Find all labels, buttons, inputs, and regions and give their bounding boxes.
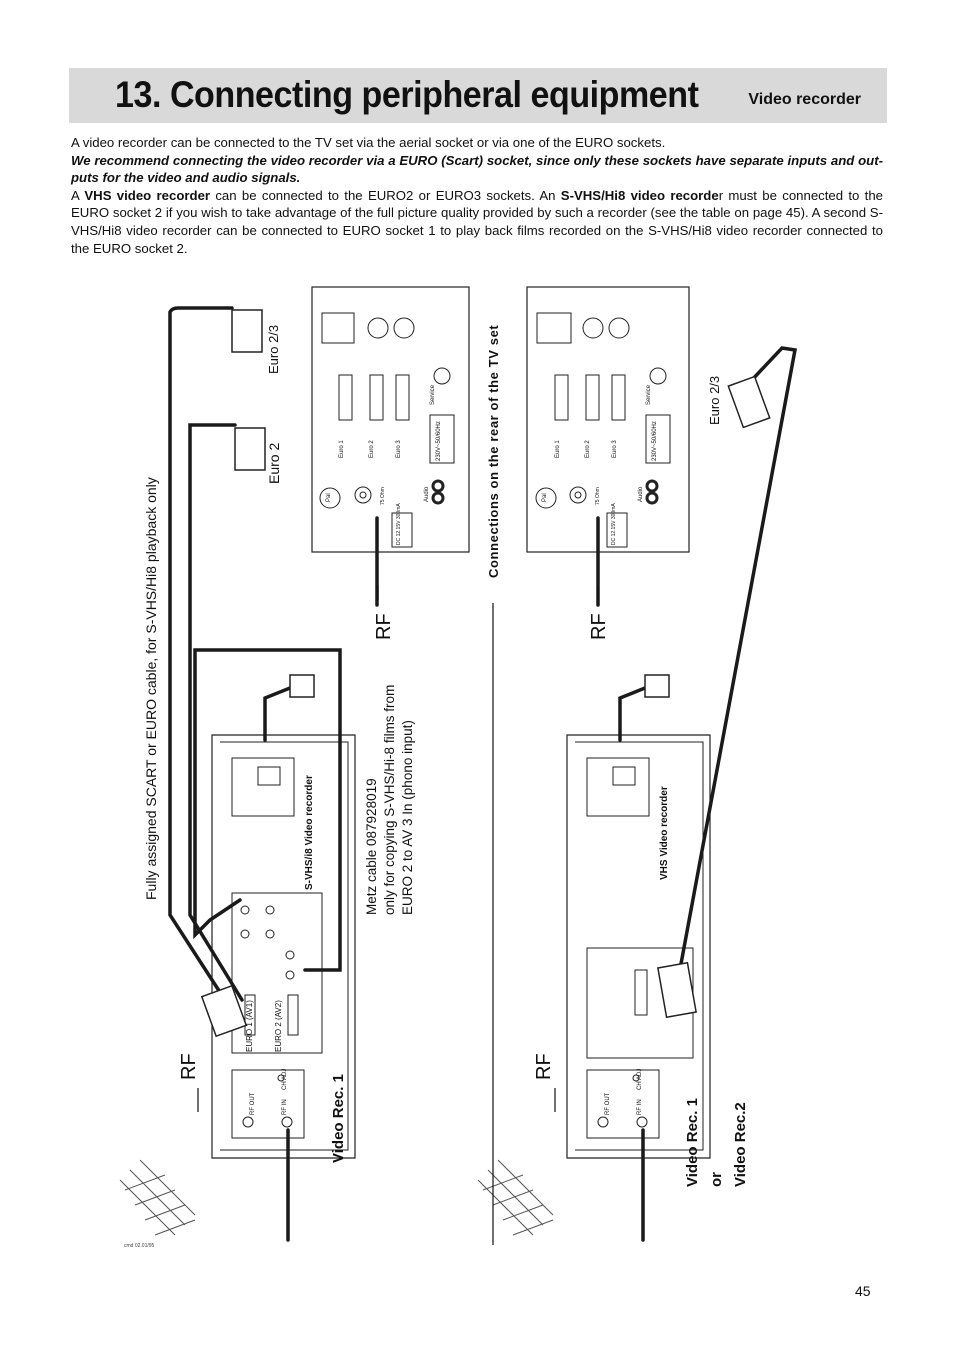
- metz-cable-line-2: only for copying S-VHS/Hi-8 films from: [382, 684, 397, 915]
- tv1-dc-label: DC 12.15V 300mA: [396, 503, 402, 545]
- intro-recommendation: We recommend connecting the video recorder via a EURO (Scart) socket, since only these sockets have separate inputs and out-puts for the video and audio signals.: [71, 152, 883, 186]
- intro-paragraph-3: A VHS video recorder can be connected to the EURO2 or EURO3 sockets. An S-VHS/Hi8 video recorder must be connected to the EURO socket 2 if you wish to take advantage of the full picture quality provided by such a recorder (see the table on page 45). A second S-VHS/Hi8 video recorder can be connected to EURO socket 1 to play back films recorded on the S-VHS/Hi8 video recorder connected to the EURO socket 2.: [71, 187, 884, 256]
- scart-plug-top: [232, 310, 262, 352]
- tv1-power-label: 230V~50/60Hz: [436, 421, 442, 461]
- power-plug-1: [290, 675, 314, 697]
- tv2-dc-label: DC 12.15V 300mA: [611, 503, 617, 545]
- tv-rear-panel-bottom: [527, 287, 689, 552]
- tv1-audio-label: Audio: [424, 486, 430, 502]
- video-rec-1-label: Video Rec. 1: [330, 1074, 347, 1163]
- vr1-rf-in-label: RF IN: [282, 1099, 288, 1115]
- vr1-euro1-label: EURO 1 (AV1): [245, 1000, 254, 1052]
- vr2-rf-in-label: RF IN: [637, 1099, 643, 1115]
- tv2-euro2-label: Euro 2: [585, 440, 591, 458]
- scart-cable-vr2: [678, 348, 795, 980]
- vr1-ch-adj-label: CH ADJ: [282, 1068, 288, 1090]
- rf-label-vr1: RF: [178, 1053, 200, 1080]
- euro-23-top-label: Euro 2/3: [266, 324, 281, 374]
- rf-label-tv2: RF: [588, 613, 610, 640]
- euro-23-bottom-label: Euro 2/3: [707, 375, 722, 425]
- metz-cable-line-1: Metz cable 087928019: [364, 778, 379, 915]
- tv2-power-label: 230V~50/60Hz: [652, 421, 658, 461]
- scart-cable-2: [190, 425, 242, 1000]
- vr1-euro2-label: EURO 2 (AV2): [274, 1000, 283, 1052]
- tv2-service-label: Service: [646, 384, 652, 405]
- tv1-75ohm-label: 75 Ohm: [380, 487, 386, 505]
- tv1-pal-label: Pal: [326, 493, 332, 502]
- rf-label-vr2: RF: [533, 1053, 555, 1080]
- euro-2-label: Euro 2: [266, 442, 282, 484]
- connections-label: Connections on the rear of the TV set: [486, 324, 501, 578]
- tv1-euro3-label: Euro 3: [396, 440, 402, 458]
- tv2-pal-label: Pal: [542, 493, 548, 502]
- tv2-75ohm-label: 75 Ohm: [595, 487, 601, 505]
- print-stamp: cmd 02.01/95: [124, 1243, 155, 1249]
- or-label: or: [708, 1172, 725, 1187]
- vr2-ch-adj-label: CH ADJ: [637, 1068, 643, 1090]
- rf-label-tv1: RF: [373, 613, 395, 640]
- scart-plug-tv2: [728, 377, 769, 428]
- intro-paragraph-1: A video recorder can be connected to the TV set via the aerial socket or via one of the EURO sockets.: [71, 135, 666, 150]
- tv2-audio-label: Audio: [638, 486, 644, 502]
- page-title: 13. Connecting peripheral equipment: [115, 74, 699, 115]
- video-rec-1-or-label: Video Rec. 1: [684, 1098, 701, 1187]
- tv1-euro1-label: Euro 1: [339, 440, 345, 458]
- vr2-rf-out-label: RF OUT: [605, 1092, 611, 1115]
- svhs-term: S-VHS/Hi8 video recorde: [560, 187, 719, 203]
- scart-plug-vr2: [658, 963, 696, 1017]
- tv2-euro1-label: Euro 1: [555, 440, 561, 458]
- vhs-recorder-label: VHS Video recorder: [659, 786, 670, 880]
- metz-cable-line-3: EURO 2 to AV 3 In (phono input): [400, 720, 415, 915]
- tv2-euro3-label: Euro 3: [612, 440, 618, 458]
- vhs-term: VHS video recorder: [84, 187, 211, 203]
- section-subtitle: Video recorder: [748, 91, 861, 108]
- scart-plug-euro2: [235, 428, 265, 470]
- scart-cable-1: [170, 308, 232, 1000]
- tv-rear-panel-top: [312, 287, 469, 552]
- antenna-2: [478, 1160, 553, 1235]
- vr1-rf-out-label: RF OUT: [250, 1092, 256, 1115]
- tv1-euro2-label: Euro 2: [369, 440, 375, 458]
- svhs-recorder-label: S-VHS/i8 Video recorder: [304, 775, 315, 890]
- tv1-service-label: Service: [430, 384, 436, 405]
- page-number: 45: [855, 1283, 871, 1299]
- antenna-1: [120, 1160, 195, 1235]
- video-rec-2-label: Video Rec.2: [732, 1102, 749, 1187]
- video-recorder-2-panel: [567, 735, 710, 1158]
- fully-assigned-label: Fully assigned SCART or EURO cable, for S-VHS/Hi8 playback only: [143, 477, 159, 900]
- power-plug-2: [645, 675, 669, 697]
